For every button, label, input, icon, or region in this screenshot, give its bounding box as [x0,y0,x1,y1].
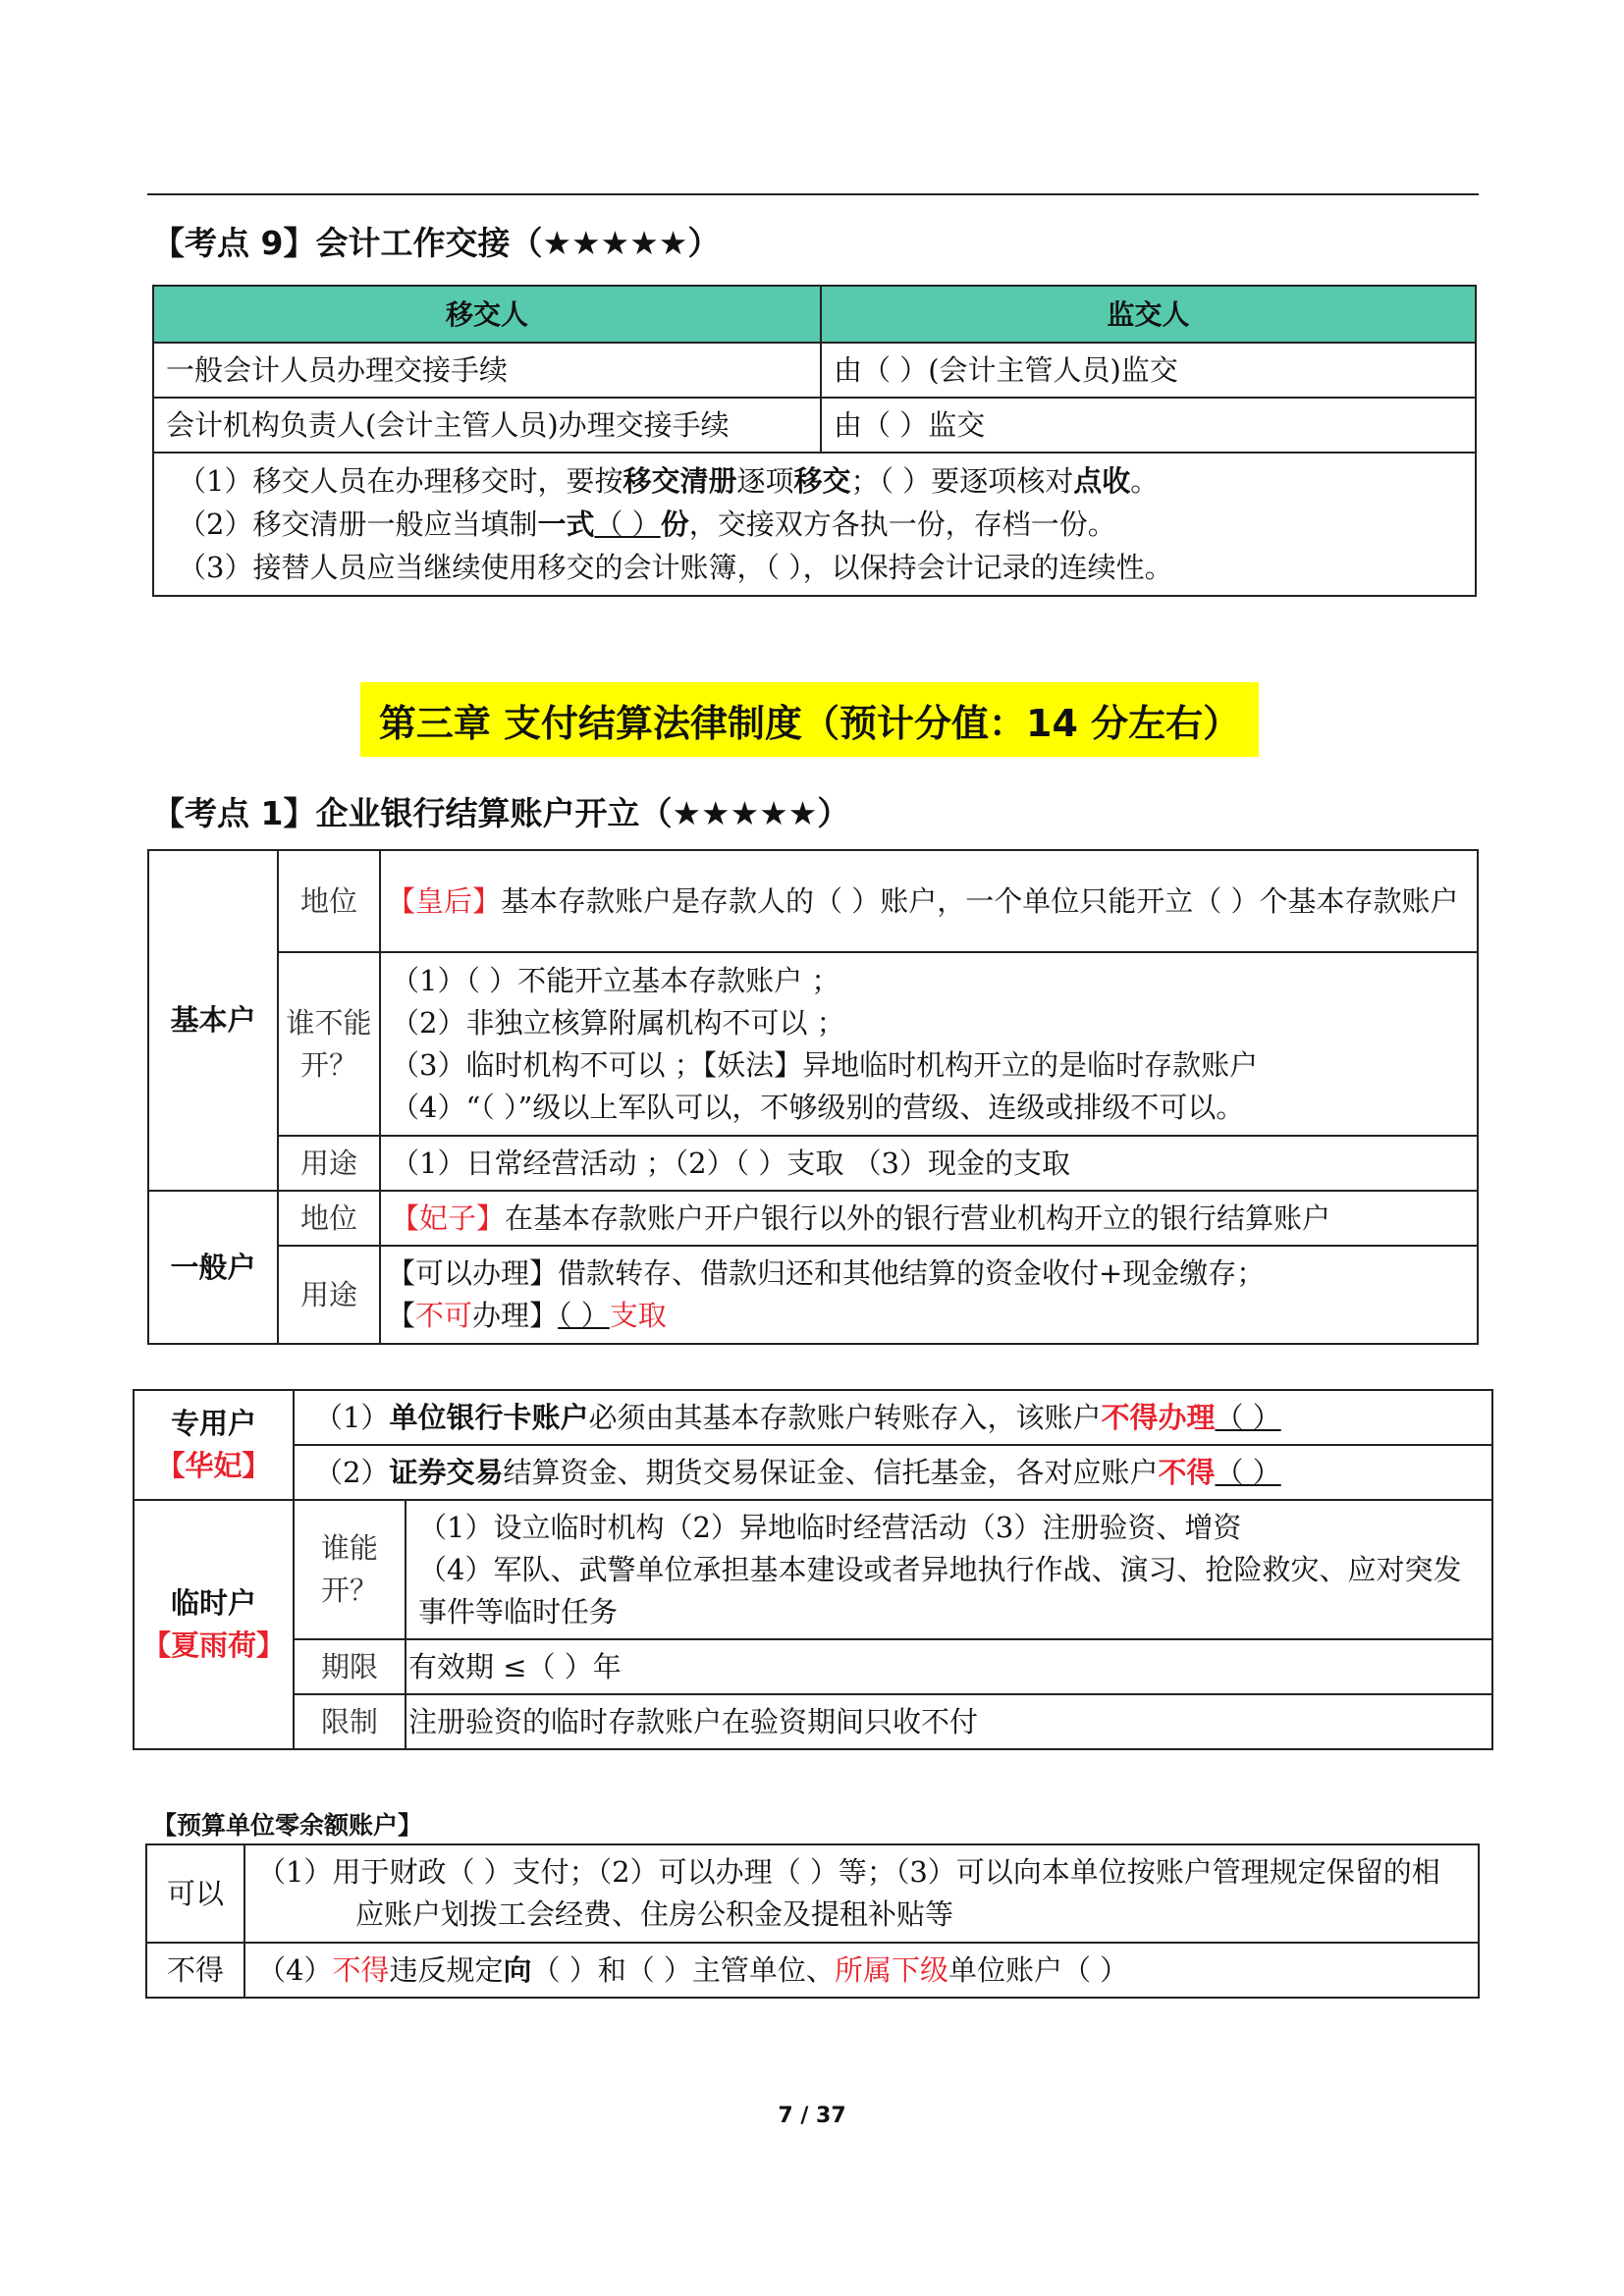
general-position-text: 【妃子】在基本存款账户开户银行以外的银行营业机构开立的银行结算账户 [380,1191,1478,1246]
kp9-title: 【考点 9】会计工作交接（★★★★★） [152,224,721,262]
basic-position-label: 地位 [278,850,380,952]
general-use-line-1: 【可以办理】借款转存、借款归还和其他结算的资金收付+现金缴存； [387,1256,1266,1290]
general-use-text [380,1246,1478,1344]
kp9-row2-right: 由（ ）监交 [821,398,1476,453]
temporary-period-label: 期限 [294,1639,406,1694]
basic-account-label: 基本户 [148,850,278,1191]
temporary-period-text: 有效期 ≤（ ）年 [406,1639,1492,1694]
page-number: 7 / 37 [778,2104,846,2128]
budget-can-text: （1）用于财政（ ）支付；（2）可以办理（ ）等；（3）可以向本单位按账户管理规定保留的相应账户划拨工会经费、住房公积金及提租补贴等 [244,1844,1479,1943]
basic-use-text: （1）日常经营活动 ；（2）（ ）支取 （3）现金的支取 [380,1136,1478,1191]
kp9-header-handover: 移交人 [153,286,821,343]
budget-table [145,1843,1480,1999]
kp9-table [152,285,1477,597]
temporary-account-label: 临时户 【夏雨荷】 [134,1500,294,1749]
special-nickname: 【华妃】 [156,1449,271,1482]
special-account-label: 专用户 【华妃】 [134,1390,294,1500]
chapter-title: 第三章 支付结算法律制度（预计分值：14 分左右） [360,682,1259,757]
kp9-row1-right: 由（ ）(会计主管人员)监交 [821,343,1476,398]
special-row-1: （1）单位银行卡账户必须由其基本存款账户转账存入，该账户不得办理（ ） [294,1390,1492,1445]
basic-who-line-1: （1）（ ）不能开立基本存款账户 ； [391,963,840,997]
basic-who-line-4: （4）“（ ）”级以上军队可以，不够级别的营级、连级或排级不可以。 [391,1090,1245,1124]
basic-use-label: 用途 [278,1136,380,1191]
basic-who-lines [380,952,1478,1136]
budget-title: 【预算单位零余额账户】 [152,1811,423,1840]
kp9-note-2: （2）移交清册一般应当填制一式（ ）份，交接双方各执一份，存档一份。 [178,507,1116,541]
kp9-notes [153,453,1476,596]
account-table [147,849,1479,1345]
temporary-nickname: 【夏雨荷】 [141,1629,285,1662]
basic-who-line-2: （2）非独立核算附属机构不可以 ； [391,1005,845,1040]
temporary-limit-text: 注册验资的临时存款账户在验资期间只收不付 [406,1694,1492,1749]
kp9-note-1: （1）移交人员在办理移交时，要按移交清册逐项移交；（ ）要逐项核对点收。 [178,464,1160,498]
temporary-who-line-1: （1）设立临时机构（2）异地临时经营活动（3）注册验资、增资 [418,1510,1242,1544]
basic-position-text: 【皇后】基本存款账户是存款人的（ ）账户，一个单位只能开立（ ）个基本存款账户 [380,850,1478,952]
kp9-row1-left: 一般会计人员办理交接手续 [153,343,821,398]
basic-who-label: 谁不能开？ [278,952,380,1136]
temporary-who-line-2: （4）军队、武警单位承担基本建设或者异地执行作战、演习、抢险救灾、应对突发事件等临时任务 [418,1552,1462,1629]
budget-can-label: 可以 [146,1844,244,1943]
general-use-line-2: 【不可办理】（ ）支取 [387,1299,667,1332]
temporary-who-label: 谁能开？ [294,1500,406,1639]
general-use-label: 用途 [278,1246,380,1344]
kp1-title: 【考点 1】企业银行结算账户开立（★★★★★） [152,794,850,832]
general-account-label: 一般户 [148,1191,278,1344]
kp9-note-3: （3）接替人员应当继续使用移交的会计账簿，（ ），以保持会计记录的连续性。 [178,551,1173,584]
temporary-limit-label: 限制 [294,1694,406,1749]
kp9-header-supervisor: 监交人 [821,286,1476,343]
general-position-label: 地位 [278,1191,380,1246]
header-rule [147,193,1479,195]
temporary-who-lines [406,1500,1492,1639]
budget-cannot-label: 不得 [146,1943,244,1998]
basic-who-line-3: （3）临时机构不可以 ；【妖法】异地临时机构开立的是临时存款账户 [391,1047,1259,1082]
kp9-row2-left: 会计机构负责人(会计主管人员)办理交接手续 [153,398,821,453]
special-row-2: （2）证券交易结算资金、期货交易保证金、信托基金，各对应账户不得（ ） [294,1445,1492,1500]
special-temp-table [133,1389,1493,1750]
budget-cannot-text: （4）不得违反规定向（ ）和（ ）主管单位、所属下级单位账户（ ） [244,1943,1479,1998]
